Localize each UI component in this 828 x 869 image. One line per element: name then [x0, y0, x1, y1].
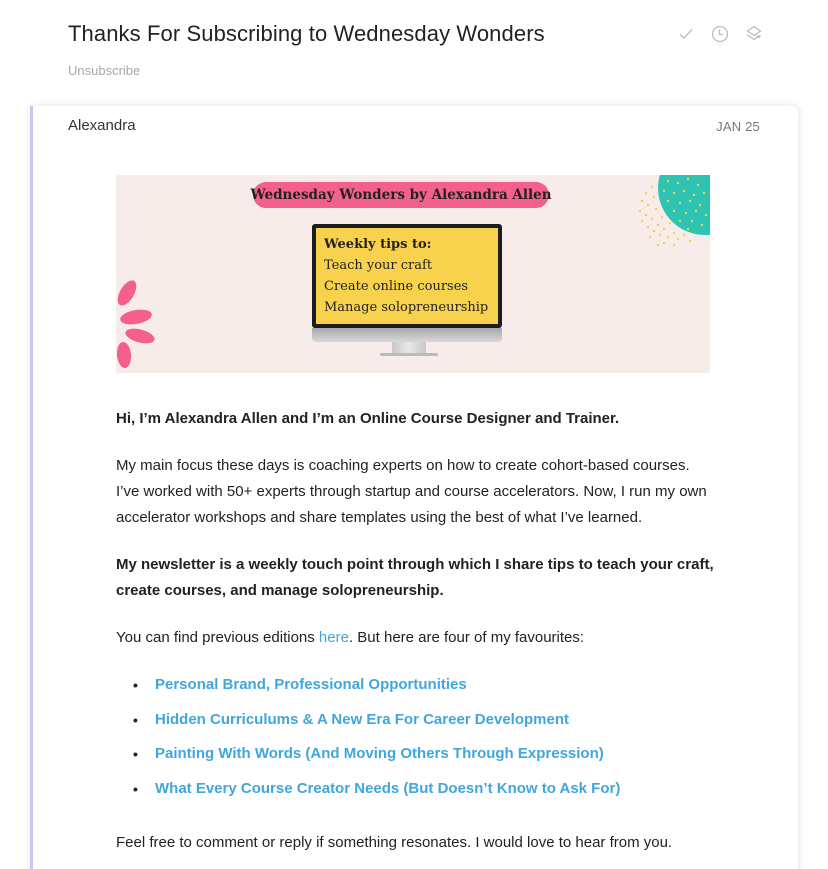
- monitor-illustration: [312, 224, 502, 344]
- screen-heading: Weekly tips to:: [324, 237, 432, 252]
- move-button[interactable]: [744, 24, 764, 44]
- email-subject: Thanks For Subscribing to Wednesday Wonders: [68, 21, 545, 46]
- favourites-intro-text: . But here are four of my favourites:: [348, 629, 585, 646]
- message-date: JAN 25: [716, 119, 760, 134]
- focus-paragraph: My main focus these days is coaching experts on how to create cohort-based courses. I’ve worked with 50+ experts through startup and course accelerators. Now, I run my own accelerator workshops and share templates using the best of what I’ve learned.: [116, 457, 707, 526]
- teal-dots-decoration-icon: [658, 175, 710, 235]
- list-item: [116, 672, 716, 707]
- list-item: [116, 707, 716, 742]
- monitor-chin: [312, 328, 502, 342]
- screen-line: Manage solopreneurship: [324, 300, 489, 315]
- banner-title: Wednesday Wonders by Alexandra Allen: [253, 182, 549, 208]
- email-header: [68, 18, 768, 78]
- pink-petals-decoration-icon: [116, 275, 161, 370]
- previous-editions-link[interactable]: here: [318, 629, 349, 646]
- unsubscribe-link[interactable]: Unsubscribe: [68, 63, 141, 78]
- favourite-link-course-creator-needs[interactable]: What Every Course Creator Needs (But Doesn’t Know to Ask For): [155, 779, 621, 797]
- list-item: [116, 776, 716, 811]
- sender-name: Alexandra: [68, 117, 136, 134]
- monitor-base: [380, 353, 438, 356]
- monitor-screen: [316, 228, 498, 324]
- layers-icon: [746, 25, 762, 43]
- favourites-list: [116, 672, 716, 810]
- newsletter-banner-image: [116, 175, 710, 373]
- checkmark-icon: [679, 28, 693, 40]
- message-card: [30, 106, 798, 869]
- list-item: [116, 741, 716, 776]
- newsletter-paragraph: My newsletter is a weekly touch point through which I share tips to teach your craft, create courses, and manage solopreneurship.: [116, 556, 714, 599]
- snooze-button[interactable]: [710, 24, 730, 44]
- monitor-frame: [312, 224, 502, 328]
- favourite-link-painting-with-words[interactable]: Painting With Words (And Moving Others Through Expression): [155, 745, 604, 762]
- screen-line: Create online courses: [324, 279, 469, 294]
- mark-done-button[interactable]: [676, 24, 696, 44]
- screen-line: Teach your craft: [324, 258, 433, 273]
- email-actions: [676, 24, 764, 44]
- closing-paragraph: Feel free to comment or reply if something resonates. I would love to hear from you.: [116, 834, 673, 851]
- clock-icon: [711, 25, 729, 43]
- intro-paragraph: Hi, I’m Alexandra Allen and I’m an Online Course Designer and Trainer.: [116, 410, 620, 427]
- previous-editions-paragraph: [116, 625, 716, 651]
- previous-editions-text: You can find previous editions: [116, 629, 319, 646]
- favourite-link-personal-brand[interactable]: Personal Brand, Professional Opportunities: [155, 676, 467, 693]
- message-body: [116, 406, 716, 869]
- favourite-link-hidden-curriculums[interactable]: Hidden Curriculums & A New Era For Career Development: [155, 710, 569, 728]
